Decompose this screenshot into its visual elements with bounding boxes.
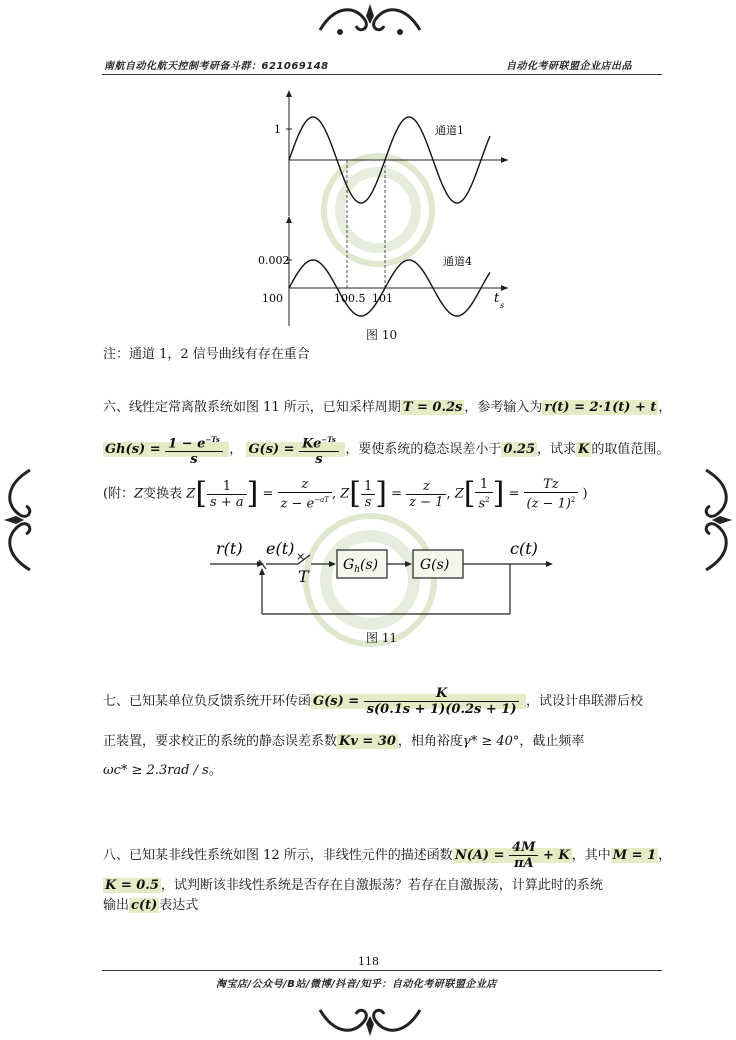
left-ornament	[0, 460, 40, 580]
zoh-label: $G_h(s)$	[343, 557, 379, 575]
T-label: T	[298, 567, 309, 586]
x-tick-101: 101	[372, 292, 393, 305]
reference-input: r(t) = 2·1(t) + t	[544, 400, 657, 415]
param-K: K = 0.5	[105, 878, 159, 893]
q7-line-2: 正装置，要求校正的系统的静态误差系数 Kv = 30 ，相角裕度γ* ≥ 40°，截止频率	[103, 734, 585, 749]
bottom-ornament	[310, 1000, 430, 1040]
figure-11-block-diagram	[210, 530, 560, 625]
figure-10-caption: 图 10	[366, 328, 398, 342]
e-label: e(t)	[266, 539, 295, 558]
figure-10-note: 注：通道 1，2 信号曲线有存在重合	[103, 347, 310, 362]
phase-margin-spec: γ* ≥ 40°	[462, 734, 520, 749]
header-left-text: 南航自动化航天控制考研备斗群：621069148	[104, 61, 329, 72]
footer-text: 淘宝店/公众号/B站/微博/抖音/知乎：自动化考研联盟企业店	[216, 979, 497, 990]
figure-11-caption: 图 11	[366, 631, 398, 645]
plant-label: G(s)	[420, 557, 450, 573]
ch4-tick-0002: 0.002	[258, 254, 290, 267]
q8-line-1: 八、已知某非线性系统如图 12 所示，非线性元件的描述函数 N(A) = $\frac{4M}{\pi A}$ + K ，其中 M = 1 ，	[103, 840, 672, 871]
figure-10-plot	[250, 88, 510, 328]
sampling-period: T = 0.2s	[402, 400, 463, 415]
gain-K: K	[578, 442, 590, 458]
q7-line-3: ωc* ≥ 2.3rad / s。	[103, 763, 222, 778]
q6-appendix: (附：Z变换表 Z[ $\frac{1}{s + a}$ ] = $\frac{z}{z - e^{-aT}}$ , Z[ $\frac{1}{s}$ ] = $\frac{z}{z - 1}$ , Z[ $\frac{1}{s^2}$ ] = $\frac{Tz}{(z - 1)^2}$ )	[103, 476, 588, 512]
output-ct: c(t)	[131, 898, 158, 913]
ch4-label: 通道4	[443, 255, 472, 268]
q6-line-2: Gh(s) = $\frac{1 - e^{-Ts}}{s}$ ， G(s) = $\frac{Ke^{-Ts}}{s}$ ，要使系统的稳态误差小于 0.25 ，试求 K 的取值范围。	[103, 432, 669, 467]
right-ornament	[696, 460, 736, 580]
param-M: M = 1	[612, 848, 657, 863]
axis-t-label: t	[494, 291, 500, 306]
q8-line-3: 输出 c(t) 表达式	[103, 898, 199, 913]
velocity-error-constant: Kv = 30	[339, 734, 396, 749]
header-right-text: 自动化考研联盟企业店出品	[506, 61, 632, 72]
crossover-frequency-spec: ωc* ≥ 2.3rad / s	[103, 763, 209, 778]
plant-transfer-function: G(s) = $\frac{Ke^{-Ts}}{s}$	[246, 442, 345, 457]
error-threshold: 0.25	[503, 442, 536, 458]
q7-line-1: 七、已知某单位负反馈系统开环传函 G(s) = $\frac{K}{s(0.1s + 1)(0.2s + 1)}$ ，试设计串联滞后校	[103, 686, 644, 717]
ch1-tick-1: 1	[274, 123, 281, 136]
header-rule	[102, 74, 662, 75]
page-number: 118	[358, 955, 379, 968]
q8-line-2: K = 0.5 ，试判断该非线性系统是否存在自激振荡？若存在自激振荡，计算此时的系统	[105, 878, 603, 893]
zoh-transfer-function: Gh(s) = $\frac{1 - e^{-Ts}}{s}$	[103, 442, 229, 457]
open-loop-transfer-function: G(s) = $\frac{K}{s(0.1s + 1)(0.2s + 1)}$	[311, 694, 526, 709]
c-label: c(t)	[510, 539, 538, 558]
ch1-label: 通道1	[435, 124, 464, 137]
footer-rule	[102, 970, 662, 971]
x-mark: ×	[296, 550, 306, 563]
top-ornament	[310, 0, 430, 40]
q6-line-1: 六、线性定常离散系统如图 11 所示，已知采样周期 T = 0.2s ，参考输入为 r(t) = 2·1(t) + t ，	[103, 400, 672, 415]
axis-t-sub: s	[500, 301, 505, 310]
x-tick-100: 100	[262, 292, 283, 305]
r-label: r(t)	[216, 539, 243, 558]
x-tick-1005: 100.5	[334, 292, 366, 305]
describing-function: N(A) = $\frac{4M}{\pi A}$ + K	[454, 840, 570, 871]
